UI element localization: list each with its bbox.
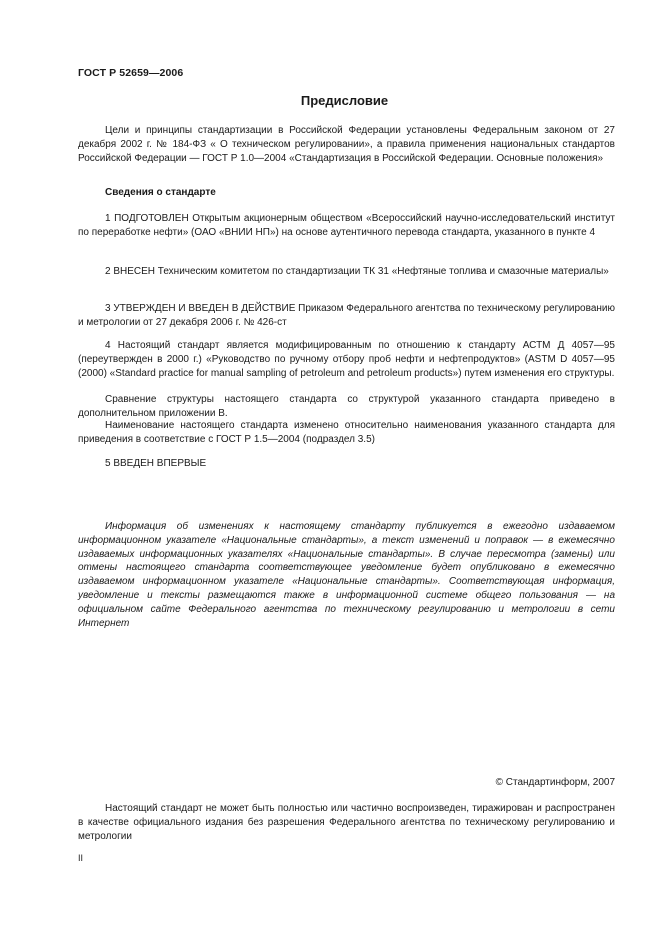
item-4-main: 4 Настоящий стандарт является модифицированным по отношению к стандарту АСТМ Д 4057—95 (переутвержден в 2000 г.) «Руководство по ручному отбору проб нефти и нефтепродуктов» (ASTM D 4057—95 (2000) «Standard practice for manual sampling of petroleum and petroleum products») путем изменения его структуры. — [78, 340, 615, 379]
item-2: 2 ВНЕСЕН Техническим комитетом по стандартизации ТК 31 «Нефтяные топлива и смазочные материалы» — [105, 266, 609, 277]
item-4-name-change: Наименование настоящего стандарта изменено относительно наименования указанного стандарта для приведения в соответствие с ГОСТ Р 1.5—2004 (подраздел 3.5) — [78, 420, 615, 445]
section-heading: Сведения о стандарте — [105, 187, 216, 198]
item-4-comparison: Сравнение структуры настоящего стандарта со структурой указанного стандарта приведено в дополнительном приложении В. — [78, 394, 615, 419]
item-1: 1 ПОДГОТОВЛЕН Открытым акционерным обществом «Всероссийский научно-исследовательский институт по переработке нефти» (ОАО «ВНИИ НП») на основе аутентичного перевода стандарта, указанного в пункте 4 — [78, 213, 615, 238]
document-header-id: ГОСТ Р 52659—2006 — [78, 67, 184, 79]
reproduction-notice: Настоящий стандарт не может быть полностью или частично воспроизведен, тиражирован и распространен в качестве официального издания без разрешения Федерального агентства по техническому регулированию и метрологии — [78, 803, 615, 842]
page-number: II — [78, 853, 84, 863]
info-notice: Информация об изменениях к настоящему стандарту публикуется в ежегодно издаваемом информационном указателе «Национальные стандарты», а текст изменений и поправок — в ежемесячно издаваемых информационных указателях «Национальные стандарты». В случае пересмотра (замены) или отмены настоящего стандарта соответствующее уведомление будет опубликовано в ежемесячно издаваемом информационном указателе «Национальные стандарты». Соответствующая информация, уведомление и тексты размещаются также в информационной системе общего пользования — на официальном сайте Федерального агентства по техническому регулированию и метрологии в сети Интернет — [78, 521, 615, 629]
intro-paragraph: Цели и принципы стандартизации в Российской Федерации установлены Федеральным законом от 27 декабря 2002 г. № 184-ФЗ « О техническом регулировании», а правила применения национальных стандартов Российской Федерации — ГОСТ Р 1.0—2004 «Стандартизация в Российской Федерации. Основные положения» — [78, 125, 615, 164]
item-3: 3 УТВЕРЖДЕН И ВВЕДЕН В ДЕЙСТВИЕ Приказом Федерального агентства по техническому регулированию и метрологии от 27 декабря 2006 г. № 426-ст — [78, 303, 615, 328]
item-5: 5 ВВЕДЕН ВПЕРВЫЕ — [105, 458, 207, 469]
copyright: © Стандартинформ, 2007 — [495, 777, 615, 788]
page-title: Предисловие — [300, 93, 389, 108]
